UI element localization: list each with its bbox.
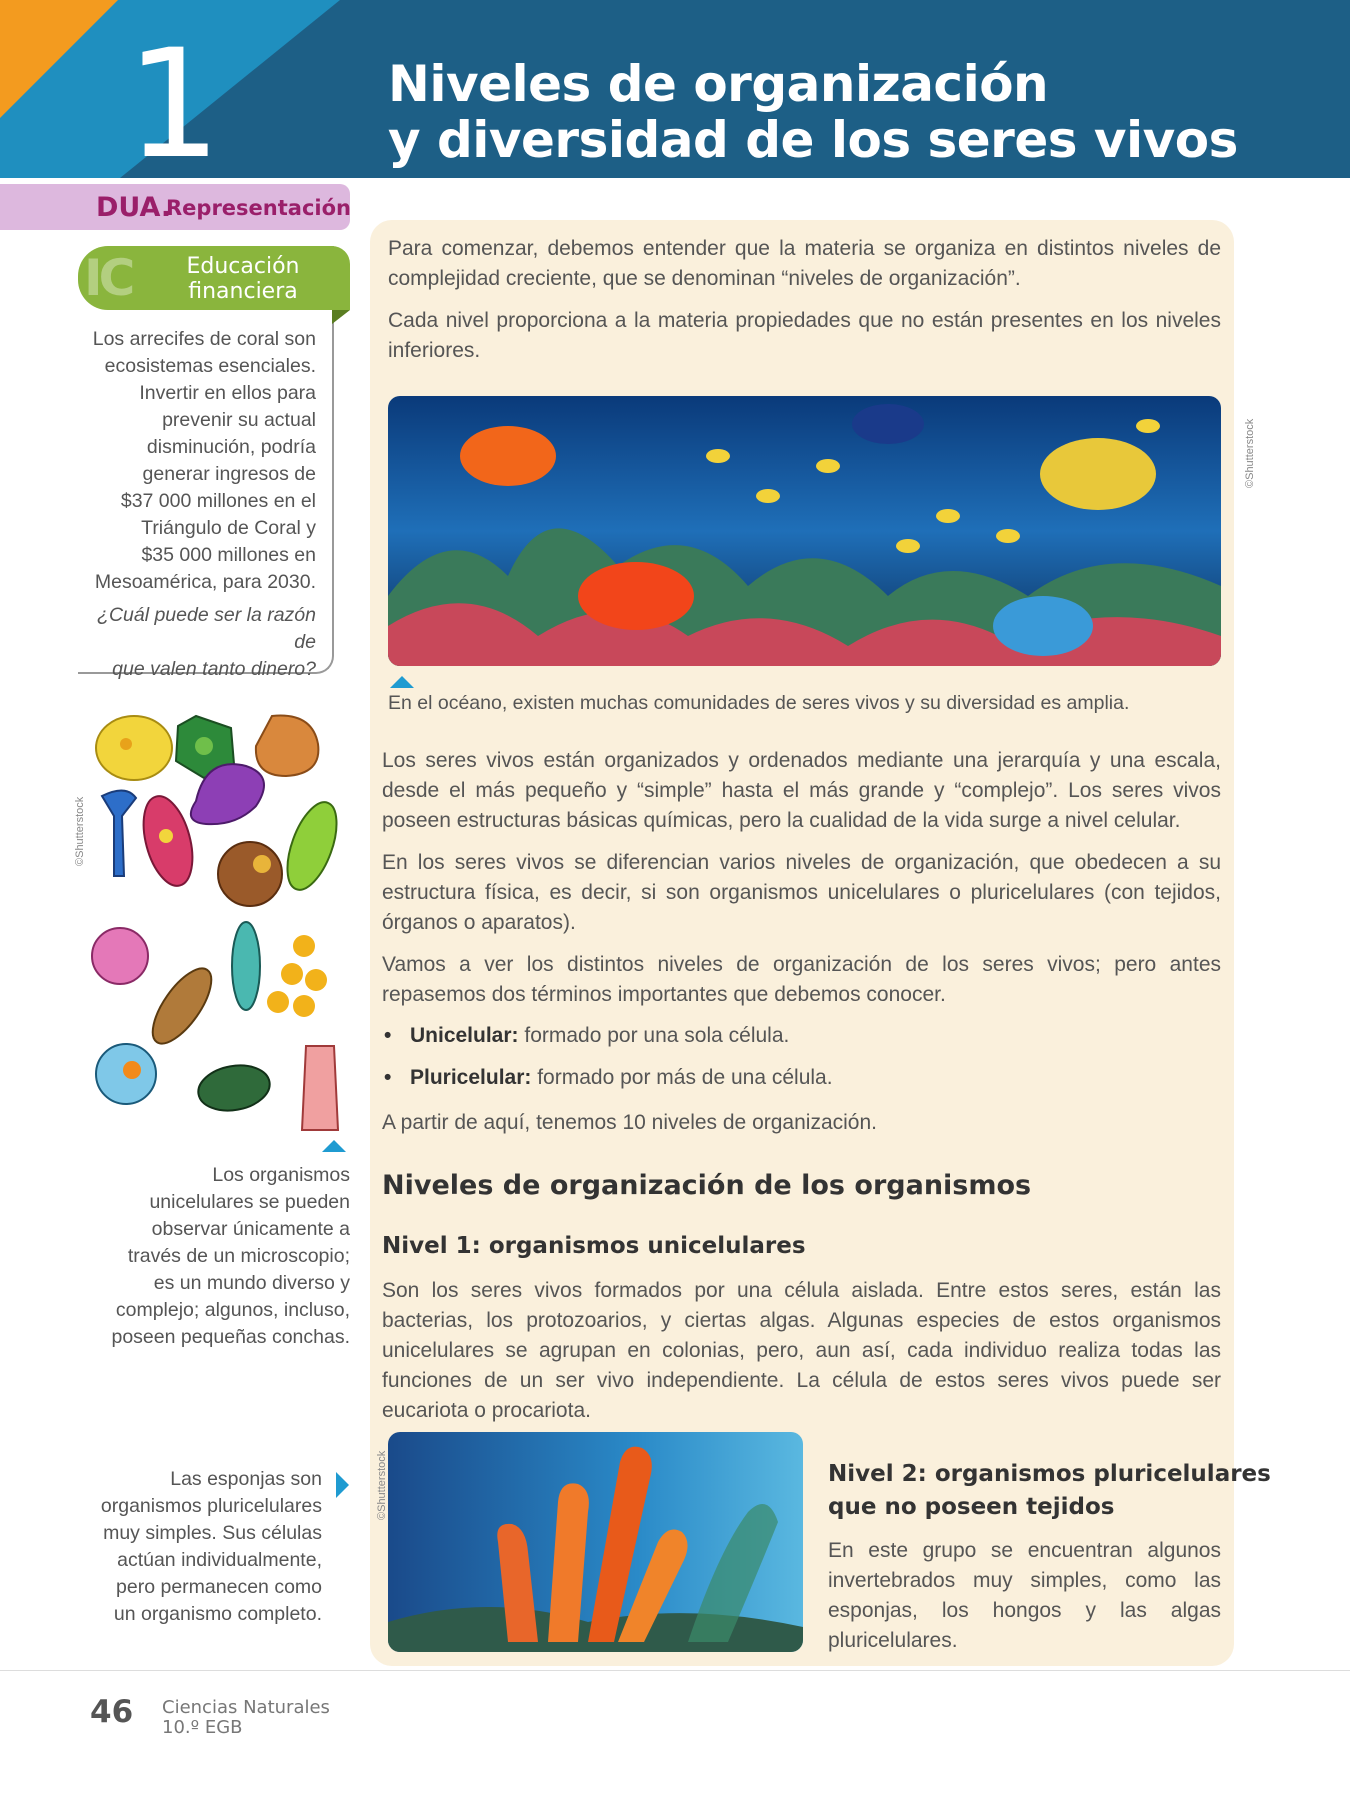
unit-number: 1 [126,18,222,178]
bullet-unicelular [384,1024,790,1048]
tab-fold [332,310,350,324]
credit-hero: ©Shutterstock [1244,418,1256,488]
unit-title [388,56,1238,168]
fin-line: Mesoamérica, para 2030. [94,571,316,593]
credit-sponge: ©Shutterstock [376,1450,388,1520]
paragraph-4: En los seres vivos se diferencian varios niveles de organización, que obedecen a su estructura física, es decir, si son organismos unicelulares o pluricelulares (con tejidos, órganos o aparatos). [382,851,1221,934]
level-2-heading-line-1: Nivel 2: organismos pluricelulares [828,1461,1271,1487]
fin-question-line: que valen tanto dinero? [112,658,316,680]
book-title: Ciencias Naturales [162,1697,330,1718]
caption-line: través de un microscopio; [127,1245,350,1267]
dua-category: Representación [166,196,351,220]
caption-line: muy simples. Sus células [103,1522,322,1544]
caption-pointer-hero [390,676,414,688]
bullet-dot: • [384,1066,392,1089]
cells-caption [50,1162,350,1351]
footer-book-info [162,1698,330,1738]
fin-line: Los arrecifes de coral son [92,328,316,350]
fin-line: ecosistemas esenciales. [104,355,316,377]
caption-line: actúan individualmente, [117,1549,322,1571]
caption-pointer-cells [322,1140,346,1152]
unit-header [0,0,1350,178]
bullet-pluricelular [384,1066,833,1090]
financial-education-title [138,254,348,304]
sponges-caption [22,1466,322,1628]
caption-line: organismos pluricelulares [100,1495,322,1517]
paragraph-6: A partir de aquí, tenemos 10 niveles de organización. [382,1111,877,1134]
level-2-heading [828,1458,1271,1524]
section-heading: Niveles de organización de los organismos [382,1170,1032,1201]
fin-question-line: ¿Cuál puede ser la razón de [97,604,316,653]
caption-line: poseen pequeñas conchas. [111,1326,350,1348]
fin-line: $37 000 millones en el [120,490,316,512]
intro-paragraph-1: Para comenzar, debemos entender que la materia se organiza en distintos niveles de complejidad creciente, que se denominan “niveles de organización”. [388,237,1221,290]
unit-title-line-2: y diversidad de los seres vivos [388,111,1238,169]
paragraph-3: Los seres vivos están organizados y ordenados mediante una jerarquía y una escala, desde el más pequeño y “simple” hasta el más grande y “complejo”. Los seres vivos poseen estructuras básicas químicas, pero la cualidad de la vida surge a nivel celular. [382,749,1221,832]
dua-label: DUA. [96,192,172,223]
book-grade: 10.º EGB [162,1717,243,1738]
fin-line: $35 000 millones en [141,544,316,566]
caption-line: un organismo completo. [113,1603,322,1625]
bullet-definition: formado por más de una célula. [531,1066,833,1089]
dua-badge [0,184,350,230]
fin-line: disminución, podría [146,436,316,458]
level-2-heading-line-2: que no poseen tejidos [828,1494,1115,1520]
fin-line: Triángulo de Coral y [141,517,316,539]
level-1-text: Son los seres vivos formados por una célula aislada. Entre estos seres, están las bacterias, los protozoarios, y ciertas algas. Algunas especies de estos organismos unicelulares se agrupan en colonias, pero, aun así, cada individuo realiza todas las funciones de un ser vivo independiente. La célula de estos seres vivos puede ser eucariota o procariota. [382,1279,1221,1422]
bullet-term: Unicelular: [410,1024,519,1047]
level-1-heading: Nivel 1: organismos unicelulares [382,1233,806,1259]
fin-line: generar ingresos de [142,463,316,485]
financial-education-box [78,246,334,680]
fin-line: prevenir su actual [162,409,316,431]
credit-cells: ©Shutterstock [74,796,86,866]
footer-divider [0,1670,1350,1671]
caption-line: es un mundo diverso y [153,1272,350,1294]
unicellular-organisms-illustration [86,706,352,1136]
bullet-term: Pluricelular: [410,1066,532,1089]
caption-line: pero permanecen como [116,1576,322,1598]
financial-education-tab [78,246,350,310]
caption-line: observar únicamente a [151,1218,350,1240]
bullet-dot: • [384,1024,392,1047]
caption-line: unicelulares se pueden [149,1191,350,1213]
caption-line: complejo; algunos, incluso, [115,1299,350,1321]
bullet-definition: formado por una sola célula. [518,1024,790,1047]
fin-line: Invertir en ellos para [139,382,316,404]
ic-logo-icon: IC [84,249,132,307]
caption-line: Los organismos [212,1164,350,1186]
hero-caption: En el océano, existen muchas comunidades de seres vivos y su diversidad es amplia. [388,692,1130,714]
caption-line: Las esponjas son [170,1468,322,1490]
financial-education-text [76,326,316,683]
unit-title-line-1: Niveles de organización [388,55,1049,113]
sponge-photo [388,1432,803,1652]
caption-pointer-sponges [336,1472,349,1498]
level-2-text: En este grupo se encuentran algunos invertebrados muy simples, como las esponjas, los hongos y las algas pluricelulares. [828,1539,1221,1652]
page-number: 46 [90,1694,134,1730]
financial-education-title-line-2: financiera [188,279,298,304]
financial-education-title-line-1: Educación [186,254,300,279]
intro-paragraph-2: Cada nivel proporciona a la materia propiedades que no están presentes en los niveles inferiores. [388,309,1221,362]
paragraph-5: Vamos a ver los distintos niveles de organización de los seres vivos; pero antes repasemos dos términos importantes que debemos conocer. [382,953,1221,1006]
ocean-reef-photo [388,396,1221,666]
